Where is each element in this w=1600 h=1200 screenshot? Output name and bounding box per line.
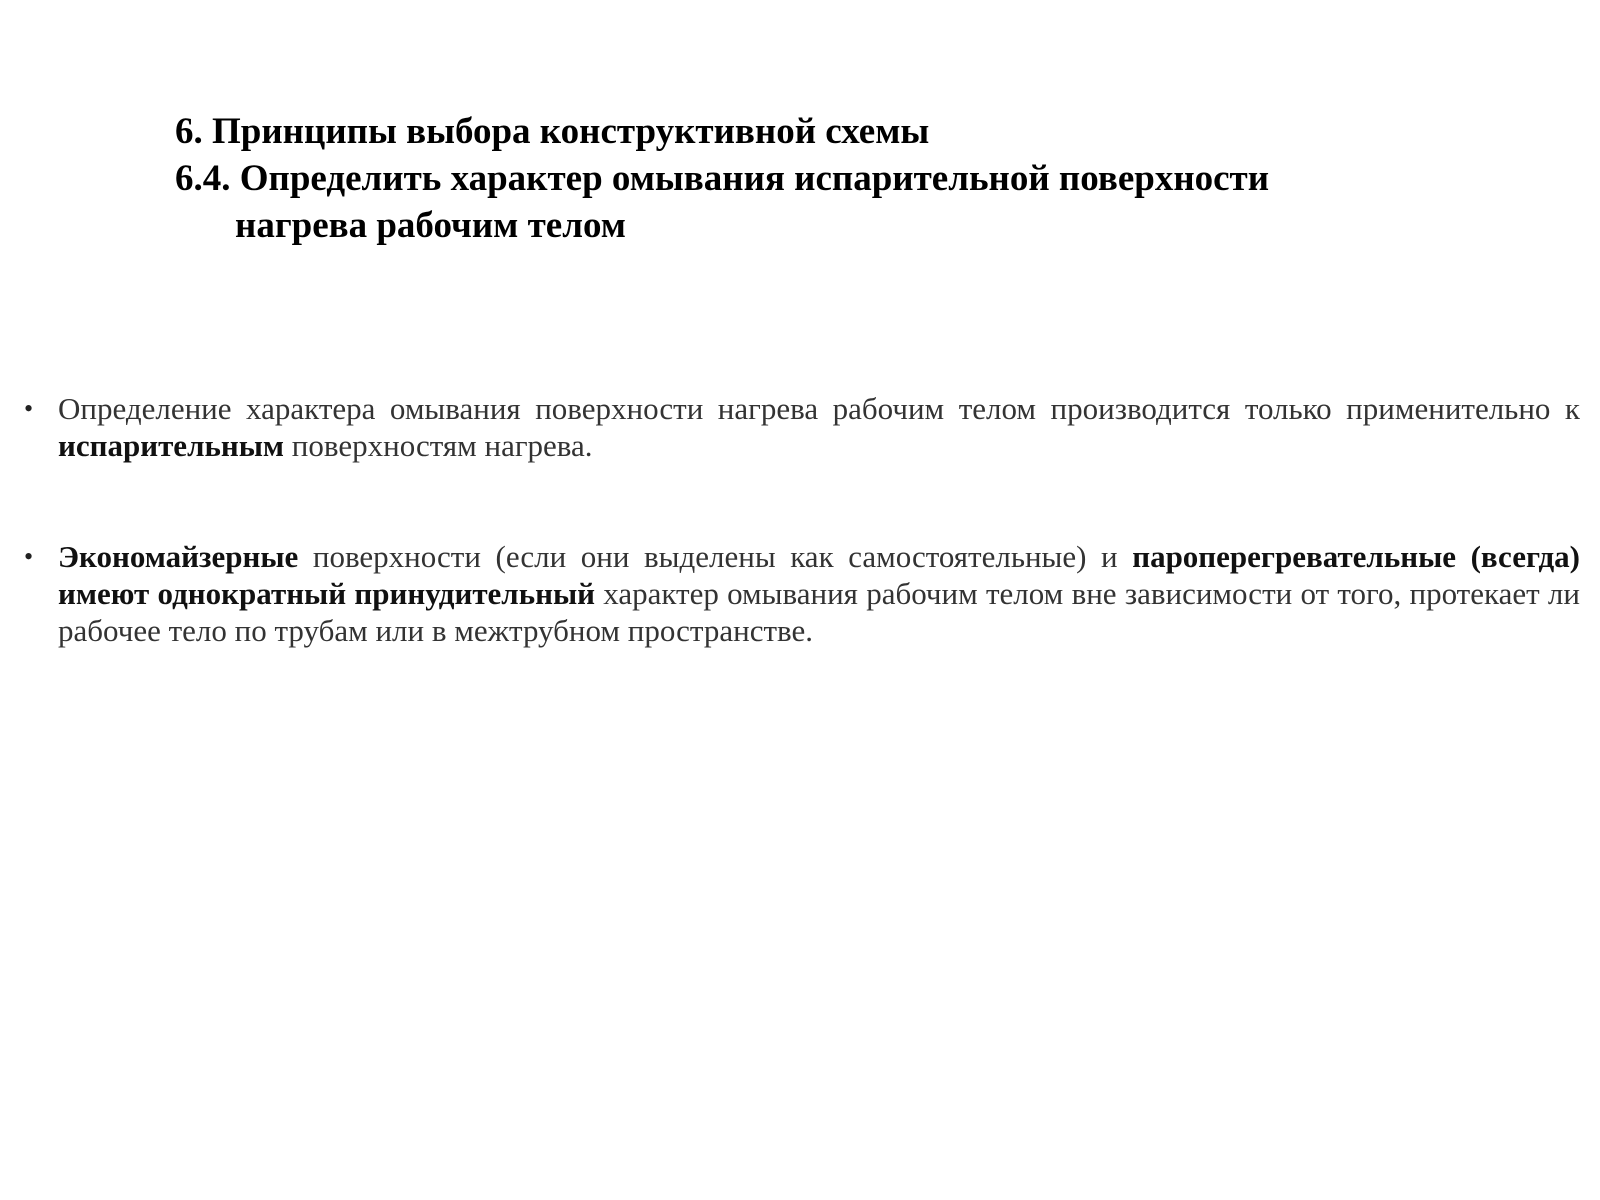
title-line-subsection: 6.4. Определить характер омывания испарительной поверхности [175, 158, 1270, 199]
title-line-continuation: нагрева рабочим телом [235, 205, 626, 246]
bullet-2-bold-1: Экономайзерные [58, 539, 299, 574]
bullet-2-text-1: поверхности (если они выделены как самостоятельные) и [298, 539, 1133, 574]
bullet-1-bold-1: испарительным [58, 428, 285, 463]
title-line-section: 6. Принципы выбора конструктивной схемы [175, 111, 930, 152]
bullet-marker: • [24, 394, 34, 423]
bullet-item-1 [24, 390, 1580, 464]
bullet-marker: • [24, 542, 34, 571]
bullet-2-bold-2: пароперегревательные (всегда) имеют однократный принудительный [58, 539, 1580, 611]
bullet-1-text-1: Определение характера омывания поверхности нагрева рабочим телом производится только применительно к [58, 391, 1580, 426]
bullet-2-text-2: характер омывания рабочим телом вне зависимости от того, протекает ли рабочее тело по трубам или в межтрубном пространстве. [58, 576, 1580, 648]
bullet-1-text-2: поверхностям нагрева. [284, 428, 593, 463]
bullet-item-2 [24, 538, 1580, 649]
slide-title [175, 108, 1475, 249]
bullet-list [24, 390, 1580, 649]
